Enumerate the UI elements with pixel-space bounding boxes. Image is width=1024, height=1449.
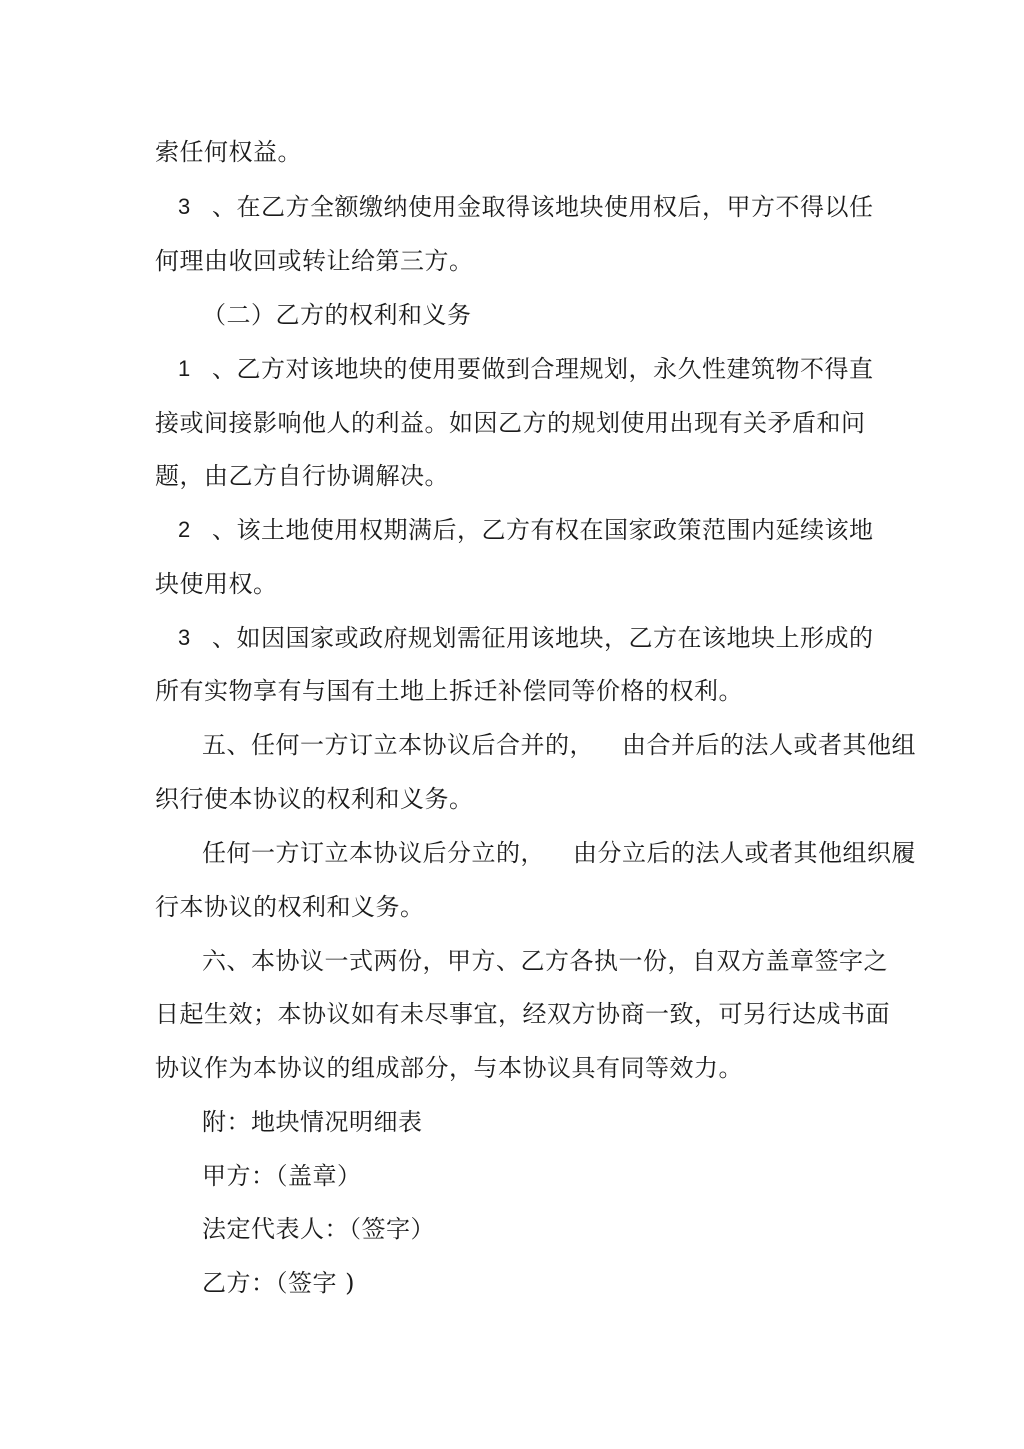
paragraph-continuation: 行本协议的权利和义务。 bbox=[155, 893, 425, 921]
attachment-note: 附：地块情况明细表 bbox=[202, 1108, 423, 1136]
list-number: 3 bbox=[178, 194, 191, 219]
paragraph-continuation: 题，由乙方自行协调解决。 bbox=[155, 462, 449, 490]
text-line bbox=[0, 618, 1024, 658]
clause-text: 任何一方订立本协议后分立的， bbox=[202, 839, 545, 867]
text-line bbox=[0, 1102, 1024, 1142]
list-item-text: 、如因国家或政府规划需征用该地块，乙方在该地块上形成的 bbox=[212, 624, 874, 652]
legal-representative-line: 法定代表人：（签字） bbox=[202, 1215, 435, 1243]
paragraph-start: 六、本协议一式两份，甲方、乙方各执一份，自双方盖章签字之 bbox=[202, 947, 888, 975]
text-line bbox=[0, 564, 1024, 604]
party-a-seal-line: 甲方：（盖章） bbox=[202, 1162, 362, 1190]
text-line bbox=[0, 671, 1024, 711]
text-line bbox=[0, 132, 1024, 172]
text-line bbox=[0, 994, 1024, 1034]
paragraph-continuation: 索任何权益。 bbox=[155, 138, 302, 166]
text-line bbox=[0, 725, 1024, 765]
paragraph-start bbox=[202, 833, 916, 873]
text-line bbox=[0, 941, 1024, 981]
text-line bbox=[0, 887, 1024, 927]
clause-text: 由合并后的法人或者其他组 bbox=[622, 731, 916, 759]
list-number: 2 bbox=[178, 517, 191, 542]
party-b-signature-line: 乙方：（签字 ) bbox=[202, 1269, 355, 1297]
section-heading: （二）乙方的权利和义务 bbox=[202, 301, 472, 329]
list-number: 3 bbox=[178, 625, 191, 650]
paragraph-continuation: 日起生效；本协议如有未尽事宜，经双方协商一致，可另行达成书面 bbox=[155, 1000, 890, 1028]
text-line bbox=[0, 1156, 1024, 1196]
paragraph-continuation: 所有实物享有与国有土地上拆迁补偿同等价格的权利。 bbox=[155, 677, 743, 705]
clause-text: 五、任何一方订立本协议后合并的， bbox=[202, 731, 594, 759]
paragraph-continuation: 织行使本协议的权利和义务。 bbox=[155, 785, 474, 813]
text-line bbox=[0, 456, 1024, 496]
list-item-text: 、该土地使用权期满后，乙方有权在国家政策范围内延续该地 bbox=[212, 516, 874, 544]
paragraph-continuation: 何理由收回或转让给第三方。 bbox=[155, 247, 474, 275]
text-line bbox=[0, 187, 1024, 227]
clause-text: 由分立后的法人或者其他组织履 bbox=[573, 839, 916, 867]
text-line bbox=[0, 779, 1024, 819]
text-line bbox=[0, 833, 1024, 873]
list-item-text: 、乙方对该地块的使用要做到合理规划，永久性建筑物不得直 bbox=[212, 355, 874, 383]
text-line bbox=[0, 349, 1024, 389]
paragraph-start bbox=[202, 725, 916, 765]
paragraph-continuation: 接或间接影响他人的利益。如因乙方的规划使用出现有关矛盾和问 bbox=[155, 409, 866, 437]
text-line bbox=[0, 403, 1024, 443]
list-number: 1 bbox=[178, 356, 191, 381]
list-item-text: 、在乙方全额缴纳使用金取得该地块使用权后，甲方不得以任 bbox=[212, 193, 874, 221]
text-line bbox=[0, 1263, 1024, 1303]
text-line bbox=[0, 241, 1024, 281]
text-line bbox=[0, 295, 1024, 335]
text-line bbox=[0, 1048, 1024, 1088]
paragraph-continuation: 协议作为本协议的组成部分，与本协议具有同等效力。 bbox=[155, 1054, 743, 1082]
text-line bbox=[0, 1209, 1024, 1249]
text-line bbox=[0, 510, 1024, 550]
paragraph-continuation: 块使用权。 bbox=[155, 570, 278, 598]
